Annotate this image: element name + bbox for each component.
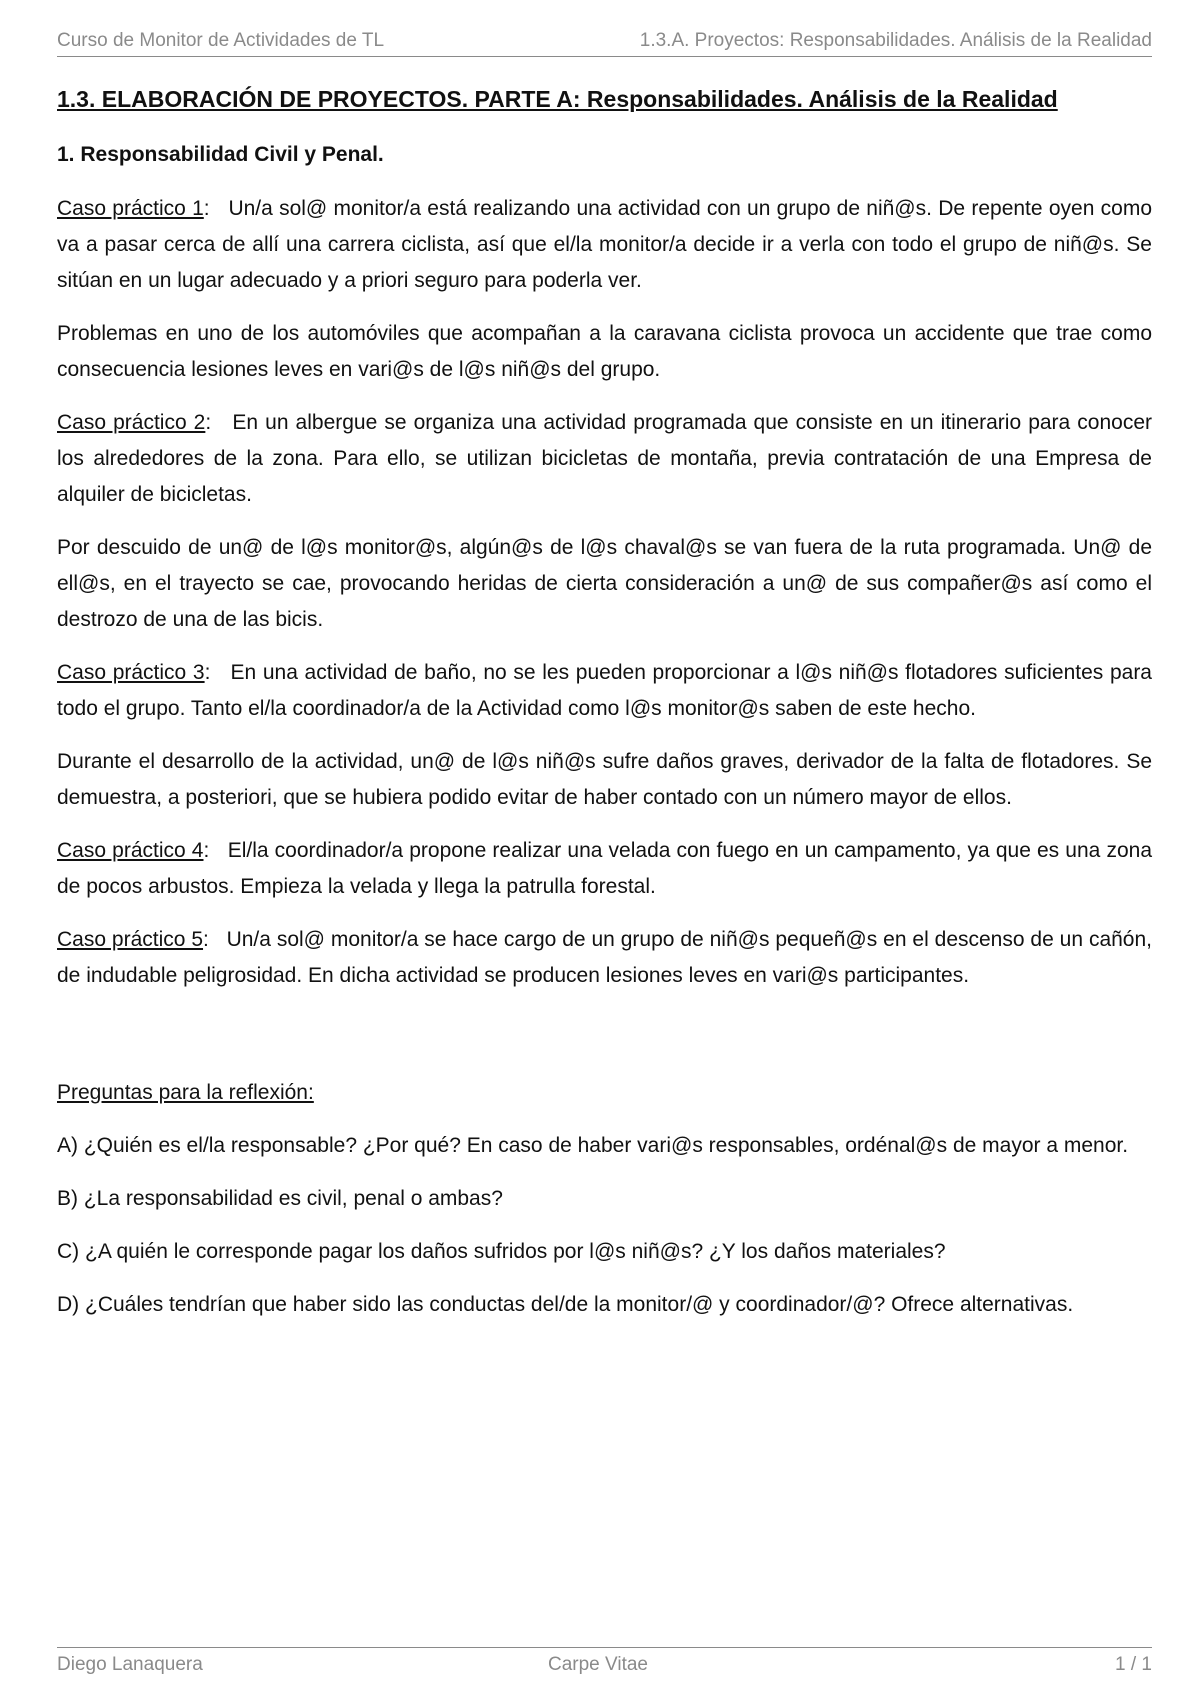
document-body [57, 86, 1152, 1340]
case-2-followup: Por descuido de un@ de l@s monitor@s, algún@s de l@s chaval@s se van fuera de la ruta programada. Un@ de ell@s, en el trayecto se cae, provocando heridas de cierta consideración a un@ de sus compañer@s así como el destrozo de una de las bicis. [57, 536, 1152, 631]
case-2-text: En un albergue se organiza una actividad programada que consiste en un itinerario para conocer los alrededores de la zona. Para ello, se utilizan bicicletas de montaña, previa contratación de una Empresa de alquiler de bicicletas. [57, 411, 1152, 506]
footer-author: Diego Lanaquera [57, 1654, 203, 1675]
case-5-text: Un/a sol@ monitor/a se hace cargo de un grupo de niñ@s pequeñ@s en el descenso de un cañón, de indudable peligrosidad. En dicha actividad se producen lesiones leves en vari@s participantes. [57, 928, 1152, 987]
case-3-text: En una actividad de baño, no se les pueden proporcionar a l@s niñ@s flotadores suficientes para todo el grupo. Tanto el/la coordinador/a de la Actividad como l@s monitor@s saben de este hecho. [57, 661, 1152, 720]
question-a: A) ¿Quién es el/la responsable? ¿Por qué? En caso de haber vari@s responsables, ordénal@s de mayor a menor. [57, 1134, 1129, 1157]
page-footer [57, 1647, 1152, 1678]
page-header [57, 28, 1152, 57]
case-4-text: El/la coordinador/a propone realizar una velada con fuego en un campamento, ya que es una zona de pocos arbustos. Empieza la velada y llega la patrulla forestal. [57, 839, 1152, 898]
question-c: C) ¿A quién le corresponde pagar los daños sufridos por l@s niñ@s? ¿Y los daños materiales? [57, 1240, 946, 1263]
case-4-paragraph: Caso práctico 4: El/la coordinador/a propone realizar una velada con fuego en un campamento, ya que es una zona de pocos arbustos. Empieza la velada y llega la patrulla forestal. [57, 839, 1152, 898]
case-4-label: Caso práctico 4 [57, 839, 204, 862]
case-2-label: Caso práctico 2 [57, 411, 206, 434]
header-section-name: 1.3.A. Proyectos: Responsabilidades. Análisis de la Realidad [639, 30, 1152, 51]
case-1-label: Caso práctico 1 [57, 197, 204, 220]
case-1-text: Un/a sol@ monitor/a está realizando una actividad con un grupo de niñ@s. De repente oyen como va a pasar cerca de allí una carrera ciclista, así que el/la monitor/a decide ir a verla con todo el grupo de niñ@s. Se sitúan en un lugar adecuado y a priori seguro para poderla ver. [57, 197, 1152, 292]
document-title: 1.3. ELABORACIÓN DE PROYECTOS. PARTE A: Responsabilidades. Análisis de la Realidad [57, 86, 1058, 112]
case-5-label: Caso práctico 5 [57, 928, 204, 951]
case-3-paragraph: Caso práctico 3: En una actividad de baño, no se les pueden proporcionar a l@s niñ@s flotadores suficientes para todo el grupo. Tanto el/la coordinador/a de la Actividad como l@s monitor@s saben de este hecho. [57, 661, 1152, 720]
question-d: D) ¿Cuáles tendrían que haber sido las conductas del/de la monitor/@ y coordinador/@? Ofrece alternativas. [57, 1293, 1074, 1316]
case-2-paragraph: Caso práctico 2: En un albergue se organiza una actividad programada que consiste en un itinerario para conocer los alrededores de la zona. Para ello, se utilizan bicicletas de montaña, previa contratación de una Empresa de alquiler de bicicletas. [57, 411, 1152, 506]
footer-brand: Carpe Vitae [548, 1654, 648, 1675]
questions-heading-text: Preguntas para la reflexión: [57, 1081, 314, 1104]
case-3-followup: Durante el desarrollo de la actividad, un@ de l@s niñ@s sufre daños graves, derivador de la falta de flotadores. Se demuestra, a posteriori, que se hubiera podido evitar de haber contado con un número mayor de ellos. [57, 750, 1152, 809]
header-course-name: Curso de Monitor de Actividades de TL [57, 30, 385, 51]
spacer [57, 1011, 1152, 1075]
case-3-label: Caso práctico 3 [57, 661, 205, 684]
footer-page-number: 1 / 1 [1115, 1654, 1152, 1675]
questions-heading [57, 1075, 1152, 1111]
case-1-paragraph: Caso práctico 1: Un/a sol@ monitor/a está realizando una actividad con un grupo de niñ@s. De repente oyen como va a pasar cerca de allí una carrera ciclista, así que el/la monitor/a decide ir a verla con todo el grupo de niñ@s. Se sitúan en un lugar adecuado y a priori seguro para poderla ver. [57, 197, 1152, 292]
case-5-paragraph: Caso práctico 5: Un/a sol@ monitor/a se hace cargo de un grupo de niñ@s pequeñ@s en el descenso de un cañón, de indudable peligrosidad. En dicha actividad se producen lesiones leves en vari@s participantes. [57, 928, 1152, 987]
case-1-followup: Problemas en uno de los automóviles que acompañan a la caravana ciclista provoca un accidente que trae como consecuencia lesiones leves en vari@s de l@s niñ@s del grupo. [57, 322, 1152, 381]
question-b: B) ¿La responsabilidad es civil, penal o ambas? [57, 1187, 503, 1210]
document-page [57, 0, 1152, 1698]
section-heading: 1. Responsabilidad Civil y Penal. [57, 143, 384, 166]
